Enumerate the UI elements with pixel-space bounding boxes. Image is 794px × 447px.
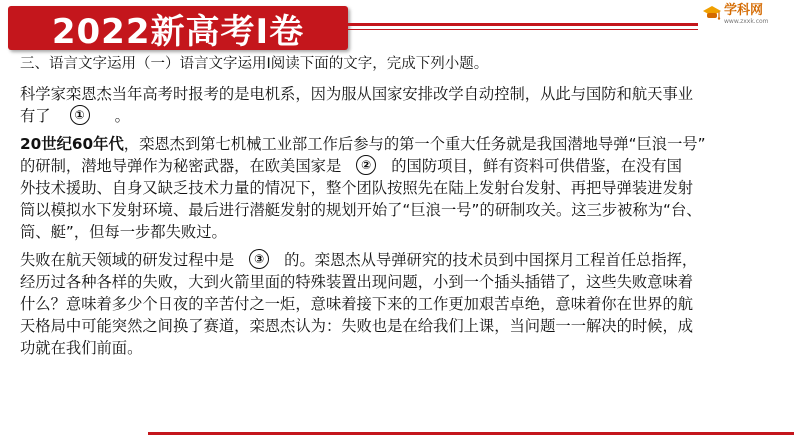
blank-number: ③ [249,249,269,269]
passage-line [20,133,780,155]
logo-text: 学科网 [724,3,764,18]
text-span: 的国防项目，鲜有资料可供借鉴，在没有国 [391,157,682,175]
passage-line: 科学家栾恩杰当年高考时报考的是电机系，因为服从国家安排改学自动控制，从此与国防和航天事业 [20,85,694,103]
text-span-bold: 20世纪60年代 [20,135,124,153]
passage-line: 外技术援助、自身又缺乏技术力量的情况下，整个团队按照先在陆上发射台发射、再把导弹装进发射 [20,179,694,197]
passage [20,53,780,359]
passage-line: 筒、艇”，但每一步都失败过。 [20,223,227,241]
text-span: 有了 [20,107,51,125]
text-span: 失败在航天领域的研发过程中是 [20,251,235,269]
text-span: ，栾恩杰到第七机械工业部工作后参与的第一个重大任务就是我国潜地导弹“巨浪一号” [123,135,706,153]
footer-rule [148,432,794,435]
question-instruction: 三、语言文字运用（一）语言文字运用Ⅰ阅读下面的文字，完成下列小题。 [20,56,489,72]
fill-blank-2 [341,155,391,177]
fill-blank-1 [51,105,109,127]
text-span: 的研制，潜地导弹作为秘密武器，在欧美国家是 [20,157,342,175]
passage-line: 功就在我们前面。 [20,339,143,357]
header-rule-thin [348,29,698,30]
blank-number: ② [356,155,376,175]
passage-line: 筒以模拟水下发射环境、最后进行潜艇发射的规划开始了“巨浪一号”的研制攻关。这三步被称为“台、 [20,201,702,219]
slide-title-badge [8,6,348,50]
header-rule [348,23,698,26]
text-span: 。 [114,107,130,125]
blank-number: ① [70,105,90,125]
passage-line: 经历过各种各样的失败，大到火箭里面的特殊装置出现问题，小到一个插头插错了，这些失败意味着 [20,273,694,291]
brand-logo [702,4,786,28]
fill-blank-3 [234,249,284,271]
passage-line [20,249,780,271]
passage-line: 什么？意味着多少个日夜的辛苦付之一炬，意味着接下来的工作更加艰苦卓绝，意味着你在世界的航 [20,295,694,313]
text-span: 的。栾恩杰从导弹研究的技术员到中国探月工程首任总指挥， [284,251,698,269]
slide-title: 2022新高考Ⅰ卷 [51,11,305,52]
passage-line [20,155,780,177]
passage-line: 天格局中可能突然之间换了赛道，栾恩杰认为：失败也是在给我们上课，当问题一一解决的时候，成 [20,317,694,335]
graduation-cap-icon [702,4,722,24]
passage-line [20,105,780,127]
logo-url: www.zxxk.com [724,18,769,25]
